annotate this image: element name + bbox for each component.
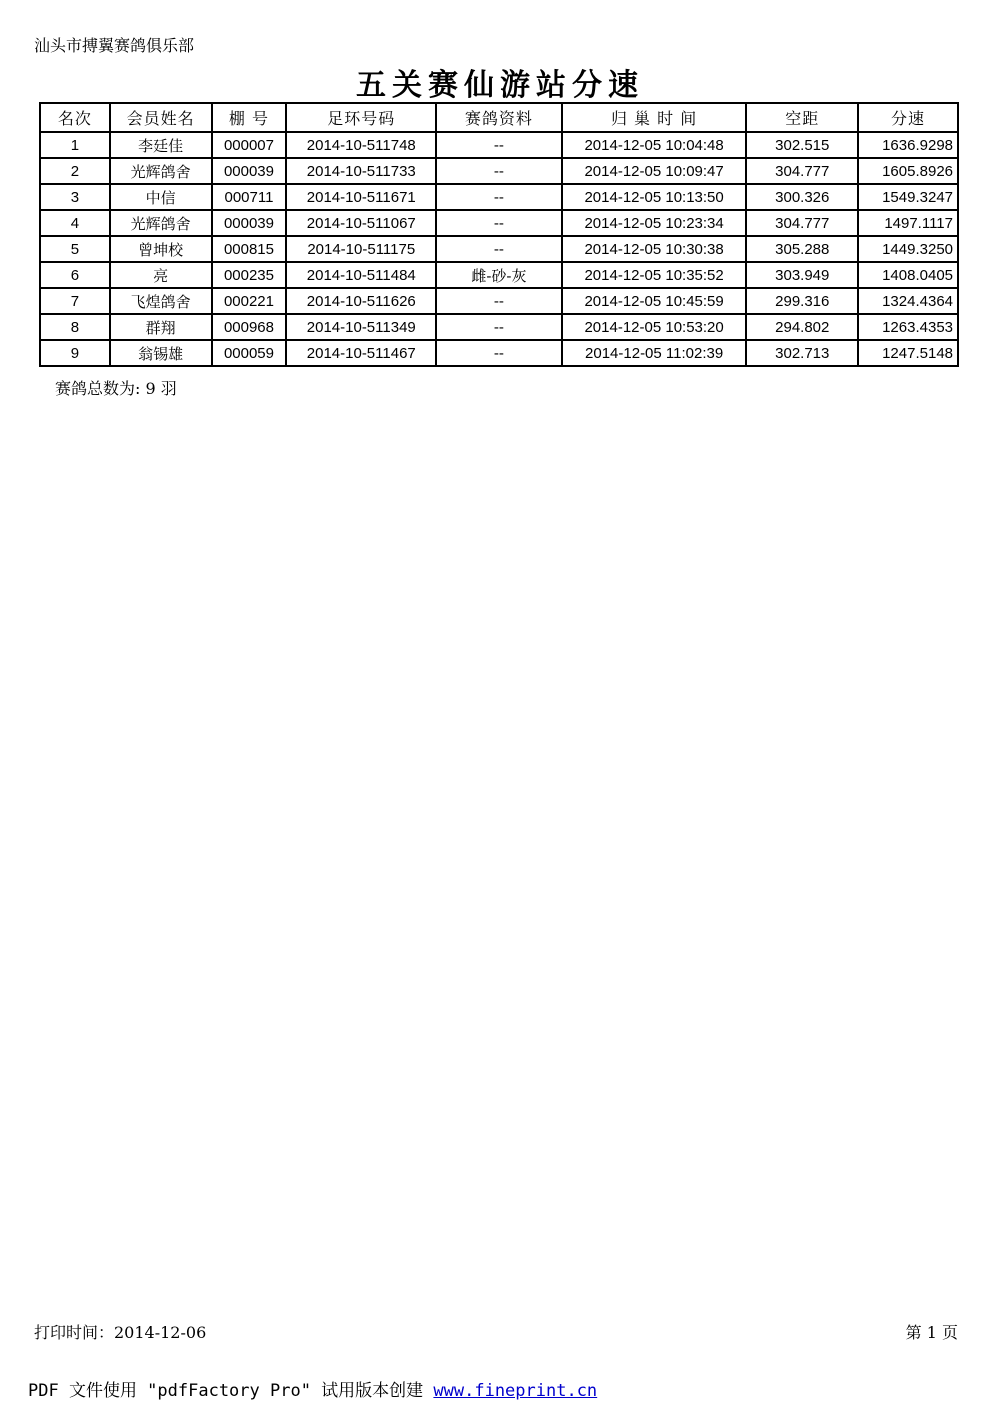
pdf-creator-note: [28, 1376, 597, 1401]
member-name-cell: 中信: [110, 184, 212, 210]
rank-cell: 4: [40, 210, 110, 236]
speed-cell: 1636.9298: [858, 132, 958, 158]
member-name-cell: 光辉鸽舍: [110, 158, 212, 184]
pigeon-info-cell: --: [436, 184, 562, 210]
distance-cell: 302.515: [746, 132, 858, 158]
pigeon-info-cell: 雌-砂-灰: [436, 262, 562, 288]
ring-number-cell: 2014-10-511748: [286, 132, 436, 158]
column-header: 名次: [40, 103, 110, 132]
ring-number-cell: 2014-10-511067: [286, 210, 436, 236]
rank-cell: 6: [40, 262, 110, 288]
column-header: 归 巢 时 间: [562, 103, 747, 132]
member-name-cell: 光辉鸽舍: [110, 210, 212, 236]
speed-cell: 1408.0405: [858, 262, 958, 288]
loft-number-cell: 000221: [212, 288, 287, 314]
arrival-time-cell: 2014-12-05 10:45:59: [562, 288, 747, 314]
speed-cell: 1449.3250: [858, 236, 958, 262]
distance-cell: 304.777: [746, 158, 858, 184]
arrival-time-cell: 2014-12-05 10:13:50: [562, 184, 747, 210]
table-row: [40, 158, 958, 184]
loft-number-cell: 000039: [212, 158, 287, 184]
table-row: [40, 132, 958, 158]
loft-number-cell: 000059: [212, 340, 287, 366]
table-row: [40, 288, 958, 314]
ring-number-cell: 2014-10-511349: [286, 314, 436, 340]
pdf-note-text: PDF 文件使用 "pdfFactory Pro" 试用版本创建: [28, 1381, 434, 1401]
total-count: 赛鸽总数为: 9 羽: [55, 379, 177, 398]
distance-cell: 302.713: [746, 340, 858, 366]
speed-cell: 1263.4353: [858, 314, 958, 340]
table-row: [40, 210, 958, 236]
ring-number-cell: 2014-10-511626: [286, 288, 436, 314]
column-header: 棚 号: [212, 103, 287, 132]
page-number: 第 1 页: [905, 1323, 958, 1342]
print-time: 打印时间：2014-12-06: [34, 1323, 207, 1342]
distance-cell: 304.777: [746, 210, 858, 236]
arrival-time-cell: 2014-12-05 10:30:38: [562, 236, 747, 262]
fineprint-link[interactable]: www.fineprint.cn: [433, 1381, 598, 1401]
ring-number-cell: 2014-10-511484: [286, 262, 436, 288]
ring-number-cell: 2014-10-511467: [286, 340, 436, 366]
pigeon-info-cell: --: [436, 158, 562, 184]
loft-number-cell: 000039: [212, 210, 287, 236]
loft-number-cell: 000235: [212, 262, 287, 288]
column-header: 分速: [858, 103, 958, 132]
distance-cell: 305.288: [746, 236, 858, 262]
member-name-cell: 飞煌鸽舍: [110, 288, 212, 314]
arrival-time-cell: 2014-12-05 10:35:52: [562, 262, 747, 288]
distance-cell: 303.949: [746, 262, 858, 288]
column-header: 会员姓名: [110, 103, 212, 132]
distance-cell: 300.326: [746, 184, 858, 210]
distance-cell: 294.802: [746, 314, 858, 340]
speed-cell: 1605.8926: [858, 158, 958, 184]
rank-cell: 1: [40, 132, 110, 158]
distance-cell: 299.316: [746, 288, 858, 314]
speed-cell: 1324.4364: [858, 288, 958, 314]
table-row: [40, 236, 958, 262]
member-name-cell: 亮: [110, 262, 212, 288]
column-header: 空距: [746, 103, 858, 132]
member-name-cell: 曾坤校: [110, 236, 212, 262]
loft-number-cell: 000711: [212, 184, 287, 210]
rank-cell: 2: [40, 158, 110, 184]
pigeon-info-cell: --: [436, 236, 562, 262]
table-row: [40, 314, 958, 340]
member-name-cell: 群翔: [110, 314, 212, 340]
arrival-time-cell: 2014-12-05 10:23:34: [562, 210, 747, 236]
arrival-time-cell: 2014-12-05 10:09:47: [562, 158, 747, 184]
arrival-time-cell: 2014-12-05 10:04:48: [562, 132, 747, 158]
rank-cell: 5: [40, 236, 110, 262]
rank-cell: 9: [40, 340, 110, 366]
pigeon-info-cell: --: [436, 340, 562, 366]
pigeon-info-cell: --: [436, 314, 562, 340]
table-row: [40, 262, 958, 288]
speed-cell: 1497.1117: [858, 210, 958, 236]
club-name: 汕头市搏翼赛鸽俱乐部: [34, 36, 195, 55]
rank-cell: 8: [40, 314, 110, 340]
rank-cell: 3: [40, 184, 110, 210]
arrival-time-cell: 2014-12-05 10:53:20: [562, 314, 747, 340]
ring-number-cell: 2014-10-511733: [286, 158, 436, 184]
loft-number-cell: 000007: [212, 132, 287, 158]
pigeon-info-cell: --: [436, 288, 562, 314]
column-header: 赛鸽资料: [436, 103, 562, 132]
column-header: 足环号码: [286, 103, 436, 132]
loft-number-cell: 000968: [212, 314, 287, 340]
pigeon-info-cell: --: [436, 132, 562, 158]
ring-number-cell: 2014-10-511175: [286, 236, 436, 262]
member-name-cell: 李廷佳: [110, 132, 212, 158]
speed-cell: 1247.5148: [858, 340, 958, 366]
member-name-cell: 翁锡雄: [110, 340, 212, 366]
page-title: 五关赛仙游站分速: [356, 68, 644, 103]
loft-number-cell: 000815: [212, 236, 287, 262]
table-row: [40, 340, 958, 366]
arrival-time-cell: 2014-12-05 11:02:39: [562, 340, 747, 366]
results-table: [39, 102, 959, 367]
rank-cell: 7: [40, 288, 110, 314]
speed-cell: 1549.3247: [858, 184, 958, 210]
table-row: [40, 184, 958, 210]
ring-number-cell: 2014-10-511671: [286, 184, 436, 210]
pigeon-info-cell: --: [436, 210, 562, 236]
table-header-row: [40, 103, 958, 132]
